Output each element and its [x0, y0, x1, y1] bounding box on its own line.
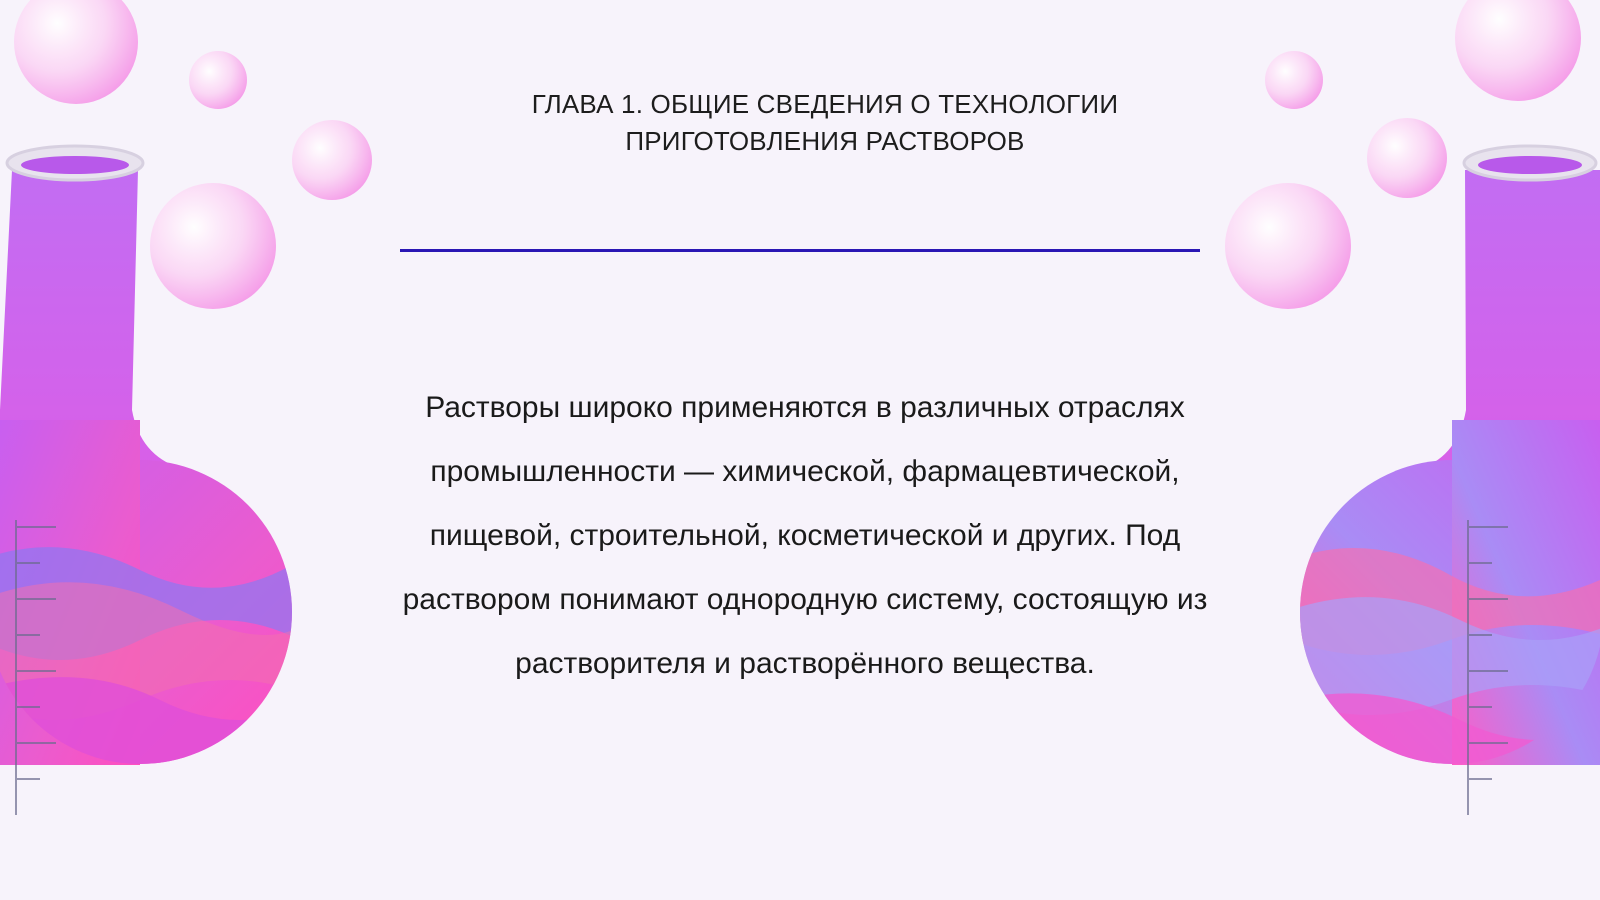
bubble-icon — [1455, 0, 1581, 101]
slide-title: ГЛАВА 1. ОБЩИЕ СВЕДЕНИЯ О ТЕХНОЛОГИИ ПРИГОТОВЛЕНИЯ РАСТВОРОВ — [531, 89, 1119, 156]
bubble-icon — [14, 0, 138, 104]
title-divider — [400, 249, 1200, 252]
bubble-icon — [189, 51, 247, 109]
slide-body-text: Растворы широко применяются в различных отраслях промышленности — химической, фармацевтической, пищевой, строительной, косметической и других. Под раствором понимают однородную систему, состоящую из растворителя и растворённого вещества. — [402, 391, 1208, 680]
bubble-icon — [150, 183, 276, 309]
bubble-icon — [1225, 183, 1351, 309]
bubble-icon — [1265, 51, 1323, 109]
bubble-icon — [1367, 118, 1447, 198]
bubble-icon — [292, 120, 372, 200]
